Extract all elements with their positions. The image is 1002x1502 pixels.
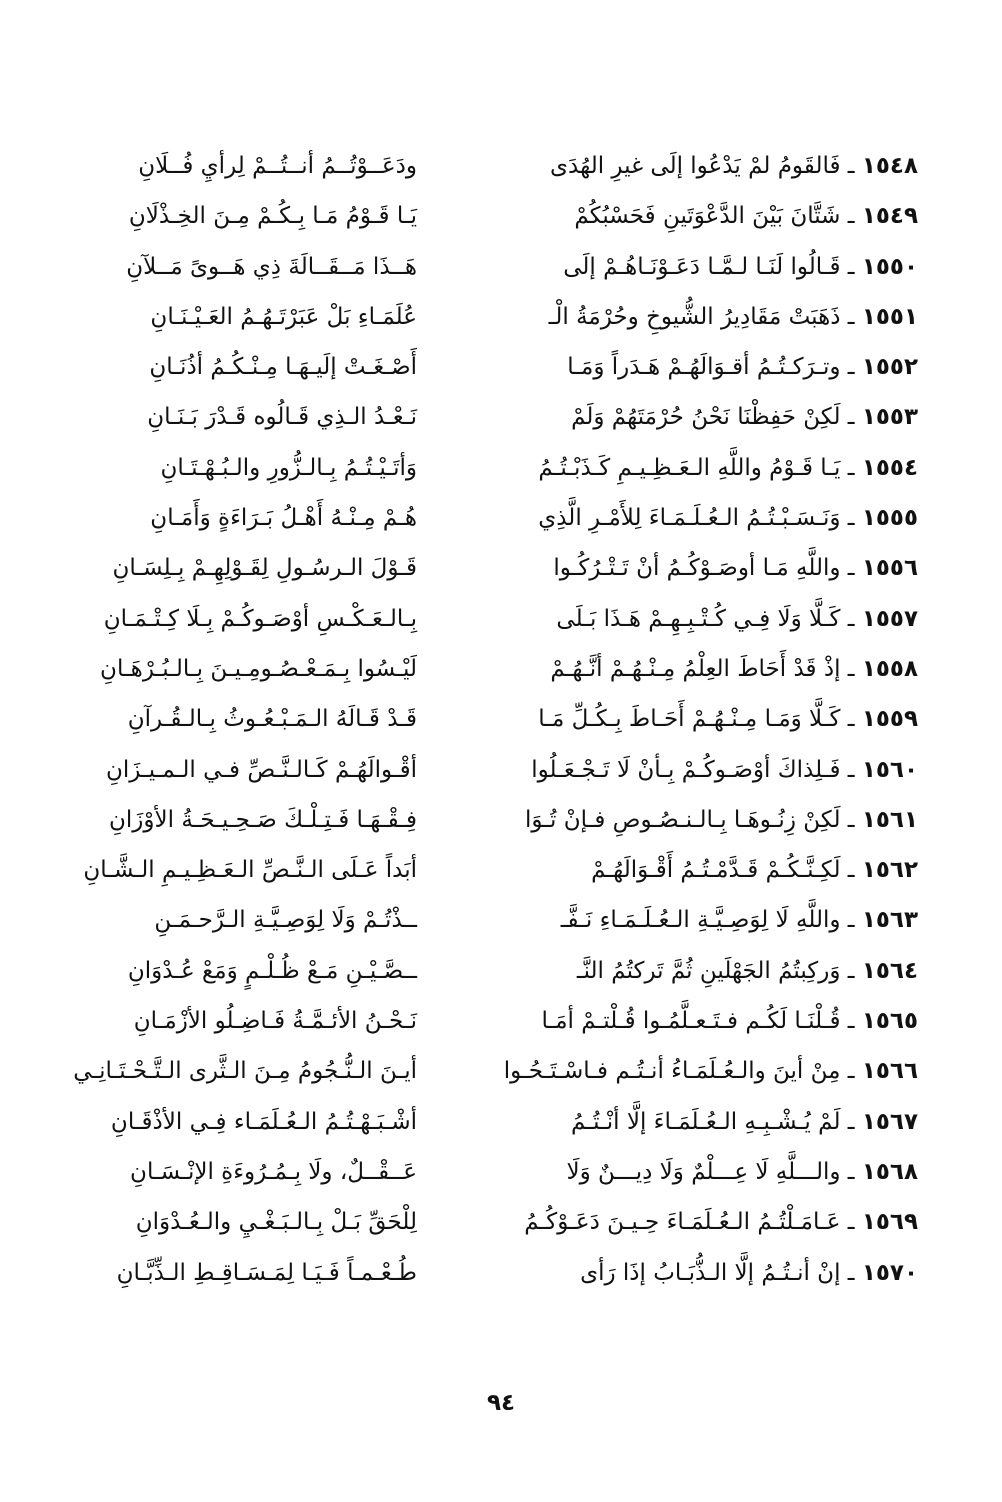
verse-first-text: قَـالُوا لَنَـا لـمَّـا دَعَـوْنَـاهُـمْ إلَى bbox=[563, 253, 841, 280]
verse-number: ١٥٦٦ bbox=[861, 1058, 918, 1085]
verse-line bbox=[73, 1046, 918, 1096]
verse-dash: ـ bbox=[840, 907, 862, 934]
verse-second-hemistich: فِـقْـهَـا فَـتِـلْـكَ صَـحِـيـحَـةُ الأوْزَانِ bbox=[109, 806, 417, 833]
verse-number: ١٥٥٣ bbox=[861, 404, 918, 431]
poem-verses bbox=[73, 141, 918, 1298]
verse-number: ١٥٦٤ bbox=[861, 957, 918, 984]
verse-line bbox=[83, 845, 918, 895]
verse-dash: ـ bbox=[840, 605, 862, 632]
verse-line bbox=[109, 795, 918, 845]
verse-dash: ـ bbox=[840, 1058, 862, 1085]
verse-second-hemistich: هَــذَا مَــقَــالَةَ ذِي هَــوىً مَــلآنِ bbox=[126, 253, 417, 280]
verse-line bbox=[128, 191, 918, 241]
verse-dash: ـ bbox=[840, 354, 862, 381]
verse-first-text: إذْ قَدْ أَحَاطَ العِلْمُ مِـنْـهُـمْ أنَّـهُـمْ bbox=[550, 655, 841, 682]
verse-line bbox=[103, 594, 918, 644]
verse-second-hemistich: ودَعَــوْتُــمُ أنــتُــمْ لِرأيِ فُــلَانِ bbox=[138, 153, 417, 179]
page-number: ٩٤ bbox=[486, 1390, 516, 1416]
verse-second-hemistich: أبَداً عَـلَى الـنَّـصِّ الـعَـظِـيـمِ الـشَّـانِ bbox=[83, 857, 417, 884]
verse-number: ١٥٥٠ bbox=[861, 253, 918, 280]
verse-line bbox=[147, 392, 918, 442]
verse-first-hemistich bbox=[438, 644, 918, 694]
verse-first-hemistich bbox=[438, 543, 918, 593]
verse-dash: ـ bbox=[840, 303, 862, 330]
verse-line bbox=[138, 141, 918, 191]
verse-line bbox=[130, 1147, 918, 1197]
verse-number: ١٥٦٢ bbox=[861, 857, 918, 884]
verse-number: ١٥٥٩ bbox=[861, 706, 918, 733]
verse-dash: ـ bbox=[840, 203, 862, 230]
verse-number: ١٥٧٠ bbox=[861, 1259, 918, 1286]
verse-first-hemistich bbox=[438, 191, 918, 241]
verse-first-text: وتـرَكـتُـمُ أقـوَالَهُـمْ هَـدَراً وَمَـا bbox=[567, 354, 841, 381]
verse-number: ١٥٦٩ bbox=[861, 1209, 918, 1236]
verse-second-hemistich: أشْـبَـهْـتُـمُ الـعُـلَمَـاء فِـي الأذْقَـانِ bbox=[110, 1108, 417, 1135]
verse-second-hemistich: أيـنَ الـنُّـجُومُ مِـنَ الـثَّرى الـتَّـحْـتَـانِـي bbox=[73, 1058, 417, 1085]
verse-second-hemistich: ــذْتُـمْ وَلَا لِوَصِـيَّـةِ الـرَّحـمَـنِ bbox=[154, 907, 417, 934]
verse-second-hemistich: عَــقْــلٌ، ولَا بِـمُـرُوءَةِ الإنْـسَـانِ bbox=[130, 1158, 417, 1185]
verse-first-hemistich bbox=[438, 493, 918, 543]
verse-first-hemistich bbox=[438, 996, 918, 1046]
verse-dash: ـ bbox=[840, 505, 862, 532]
verse-second-hemistich: وَأتَـيْـتُـمُ بِـالـزُّورِ والـبُـهْـتَـانِ bbox=[160, 454, 417, 481]
verse-number: ١٥٥٤ bbox=[861, 454, 918, 481]
verse-line bbox=[149, 342, 918, 392]
verse-first-text: مِنْ أينَ والـعُـلَمَـاءُ أنـتُـم فـاسْـتَـحُـوا bbox=[503, 1058, 841, 1085]
verse-first-hemistich bbox=[438, 1197, 918, 1247]
verse-line bbox=[116, 1248, 918, 1298]
verse-line bbox=[133, 996, 918, 1046]
verse-line bbox=[127, 694, 918, 744]
verse-dash: ـ bbox=[840, 1108, 862, 1135]
verse-number: ١٥٥١ bbox=[861, 303, 918, 330]
verse-first-text: يَـا قَـوْمُ واللَّهِ الـعَـظِـيـمِ كَـذَبْـتُـمُ bbox=[538, 454, 841, 481]
verse-first-text: وَنَـسَـبْـتُـمُ الـعُـلَـمَـاءَ لِلأَمْـرِ الَّذِي bbox=[538, 505, 841, 532]
verse-first-hemistich bbox=[438, 443, 918, 493]
verse-first-hemistich bbox=[438, 242, 918, 292]
verse-number: ١٥٥٨ bbox=[861, 655, 918, 682]
verse-first-text: قُـلْنَـا لَكُـم فـتَـعـلَّمُـوا قُـلْتـمْ أمَـا bbox=[541, 1008, 841, 1035]
verse-first-text: لَمْ يُـشْـبِـهِ الـعُـلَمَـاءَ إلَّا أنْـتُـمُ bbox=[571, 1108, 841, 1135]
verse-line bbox=[150, 493, 918, 543]
verse-number: ١٥٤٨ bbox=[861, 153, 918, 179]
verse-number: ١٥٦٠ bbox=[861, 756, 918, 783]
verse-line bbox=[110, 1097, 918, 1147]
verse-first-hemistich bbox=[438, 895, 918, 945]
verse-dash: ـ bbox=[840, 454, 862, 481]
verse-line bbox=[100, 644, 918, 694]
verse-line bbox=[160, 443, 918, 493]
verse-number: ١٥٦٨ bbox=[861, 1158, 918, 1185]
verse-first-hemistich bbox=[438, 795, 918, 845]
verse-second-hemistich: نَـحْـنُ الأئـمَّـةُ فَـاضِـلُو الأزْمَـانِ bbox=[133, 1008, 417, 1035]
verse-first-hemistich bbox=[438, 845, 918, 895]
verse-dash: ـ bbox=[840, 857, 862, 884]
verse-first-text: فَـلِذاكَ أوْصَـوكُـمْ بِـأنْ لَا تَـجْـعَـلُوا bbox=[531, 756, 841, 783]
verse-line bbox=[150, 292, 918, 342]
verse-first-text: كَـلَّا وَمَـا مِـنْـهُـمْ أَحَـاطَ بِـكُـلِّ مَـا bbox=[538, 706, 841, 733]
verse-first-hemistich bbox=[438, 745, 918, 795]
verse-number: ١٥٤٩ bbox=[861, 203, 918, 230]
verse-second-hemistich: أقْـوالَهُـمْ كَـالـنَّـصِّ فـي الـمـيـزَانِ bbox=[105, 756, 417, 783]
verse-dash: ـ bbox=[840, 1209, 862, 1236]
verse-first-hemistich bbox=[438, 292, 918, 342]
verse-first-hemistich bbox=[438, 141, 918, 191]
verse-number: ١٥٦٧ bbox=[861, 1108, 918, 1135]
verse-first-text: ذَهَبَتْ مَقَادِيرُ الشُّيوخِ وحُرْمَةُ الْـ bbox=[548, 303, 841, 330]
verse-first-text: شَتَّانَ بَيْنَ الدَّعْوَتَينِ فَحَسْبُكُمْ bbox=[574, 203, 841, 230]
verse-line bbox=[112, 543, 918, 593]
verse-first-hemistich bbox=[438, 1248, 918, 1298]
verse-first-hemistich bbox=[438, 392, 918, 442]
verse-first-hemistich bbox=[438, 594, 918, 644]
verse-second-hemistich: لَيْـسُوا بِـمَـعْـصُـومِـيـنَ بِـالـبُـرْهَـانِ bbox=[100, 655, 417, 682]
verse-dash: ـ bbox=[840, 655, 862, 682]
verse-dash: ـ bbox=[840, 806, 862, 833]
verse-first-hemistich bbox=[438, 694, 918, 744]
verse-number: ١٥٥٥ bbox=[861, 505, 918, 532]
verse-first-hemistich bbox=[438, 342, 918, 392]
verse-second-hemistich: أَصْـغَـتْ إلَيـهَـا مِـنْـكُـمُ أذُنَـانِ bbox=[149, 354, 417, 381]
verse-dash: ـ bbox=[840, 253, 862, 280]
verse-dash: ـ bbox=[840, 1008, 862, 1035]
verse-line bbox=[154, 895, 918, 945]
verse-number: ١٥٦١ bbox=[861, 806, 918, 833]
verse-second-hemistich: عُلَمَـاءِ بَلْ عَبَرْتَـهُـمُ العَـيْـنَـانِ bbox=[150, 303, 417, 330]
verse-first-text: لَكِنْ زِنُـوهَـا بِـالـنـصُـوصِ فـإنْ تُـوَا bbox=[525, 806, 841, 833]
verse-dash: ـ bbox=[840, 555, 862, 582]
verse-dash: ـ bbox=[840, 153, 862, 179]
verse-number: ١٥٥٧ bbox=[861, 605, 918, 632]
verse-first-text: واللَّهِ لَا لِوَصِـيَّـةِ الـعُـلَـمَـاءِ نَـفَّـ bbox=[560, 907, 841, 934]
verse-number: ١٥٥٢ bbox=[861, 354, 918, 381]
verse-second-hemistich: ــصَّـيْـنِ مَـعْ ظُـلْـمٍ وَمَعْ عُـدْوَانِ bbox=[127, 957, 417, 984]
verse-second-hemistich: لِلْحَقِّ بَـلْ بِـالـبَـغْـيِ والـعُـدْوَانِ bbox=[135, 1209, 417, 1236]
verse-dash: ـ bbox=[840, 404, 862, 431]
verse-second-hemistich: طُـعْـمـاً فَـيَـا لِمَـسَـاقِـطِ الـذِّبَّـانِ bbox=[116, 1259, 417, 1286]
verse-first-hemistich bbox=[438, 1147, 918, 1197]
verse-first-text: وَركِبتُمُ الجَهْلَينِ ثُمَّ تَركتُمُ النَّـ bbox=[576, 957, 841, 984]
verse-second-hemistich: قَـدْ قَـالَهُ الـمَـبْـعُـوثُ بِـالـقُـرآنِ bbox=[127, 706, 417, 733]
verse-number: ١٥٥٦ bbox=[861, 555, 918, 582]
verse-first-text: والـــلَّهِ لَا عِـــلْمٌ وَلَا دِيـــنٌ وَلَا bbox=[566, 1158, 841, 1185]
verse-dash: ـ bbox=[840, 1259, 862, 1286]
verse-second-hemistich: نَـعْـدُ الـذِي قَـالُوه قَـدْرَ بَـنَـانِ bbox=[147, 404, 417, 431]
verse-first-text: لَكِنْ حَفِظْنَا نَحْنُ حُرْمَتَهُمْ وَلَمْ bbox=[571, 404, 841, 431]
verse-dash: ـ bbox=[840, 756, 862, 783]
verse-first-hemistich bbox=[438, 946, 918, 996]
verse-second-hemistich: بِـالـعَـكْـسِ أوْصَـوكُـمْ بِـلَا كِـتْـمَـانِ bbox=[103, 605, 417, 632]
verse-second-hemistich: قَـوْلَ الـرسُـولِ لِقَـوْلِهِـمْ بِـلِسَـانِ bbox=[112, 555, 417, 582]
verse-first-hemistich bbox=[438, 1046, 918, 1096]
verse-second-hemistich: هُـمْ مِـنْـهُ أَهْـلُ بَـرَاءَةٍ وَأَمَـانِ bbox=[150, 505, 417, 532]
verse-first-hemistich bbox=[438, 1097, 918, 1147]
verse-line bbox=[105, 745, 918, 795]
verse-first-text: عَـامَـلْتُـمُ الـعُـلَمَـاءَ حِـيـنَ دَعَـوْكُـمُ bbox=[524, 1209, 841, 1236]
verse-dash: ـ bbox=[840, 706, 862, 733]
verse-dash: ـ bbox=[840, 957, 862, 984]
verse-first-text: واللَّهِ مَـا أوصَـوْكُـمُ أنْ تَـتْـرُكُـوا bbox=[553, 555, 841, 582]
verse-first-text: فَالقَومُ لمْ يَدْعُوا إلَى غيرِ الهُدَى bbox=[550, 153, 841, 179]
verse-number: ١٥٦٣ bbox=[861, 907, 918, 934]
verse-line bbox=[135, 1197, 918, 1247]
verse-number: ١٥٦٥ bbox=[861, 1008, 918, 1035]
verse-first-text: إنْ أنـتُـمُ إلَّا الـذُّبَـابُ إذَا رَأى bbox=[580, 1259, 841, 1286]
verse-line bbox=[126, 242, 918, 292]
verse-line bbox=[127, 946, 918, 996]
verse-dash: ـ bbox=[840, 1158, 862, 1185]
verse-second-hemistich: يَـا قَـوْمُ مَـا بِـكُـمْ مِـنَ الخِـذْلَانِ bbox=[128, 203, 417, 230]
verse-first-text: كَـلَّا وَلَا فِـي كُـتْـبِـهِـمْ هَـذَا بَـلَى bbox=[556, 605, 841, 632]
verse-first-text: لَكِـنَّـكُـمْ قَـدَّمْـتُـمُ أَقْـوَالَهُـمْ bbox=[591, 857, 841, 884]
